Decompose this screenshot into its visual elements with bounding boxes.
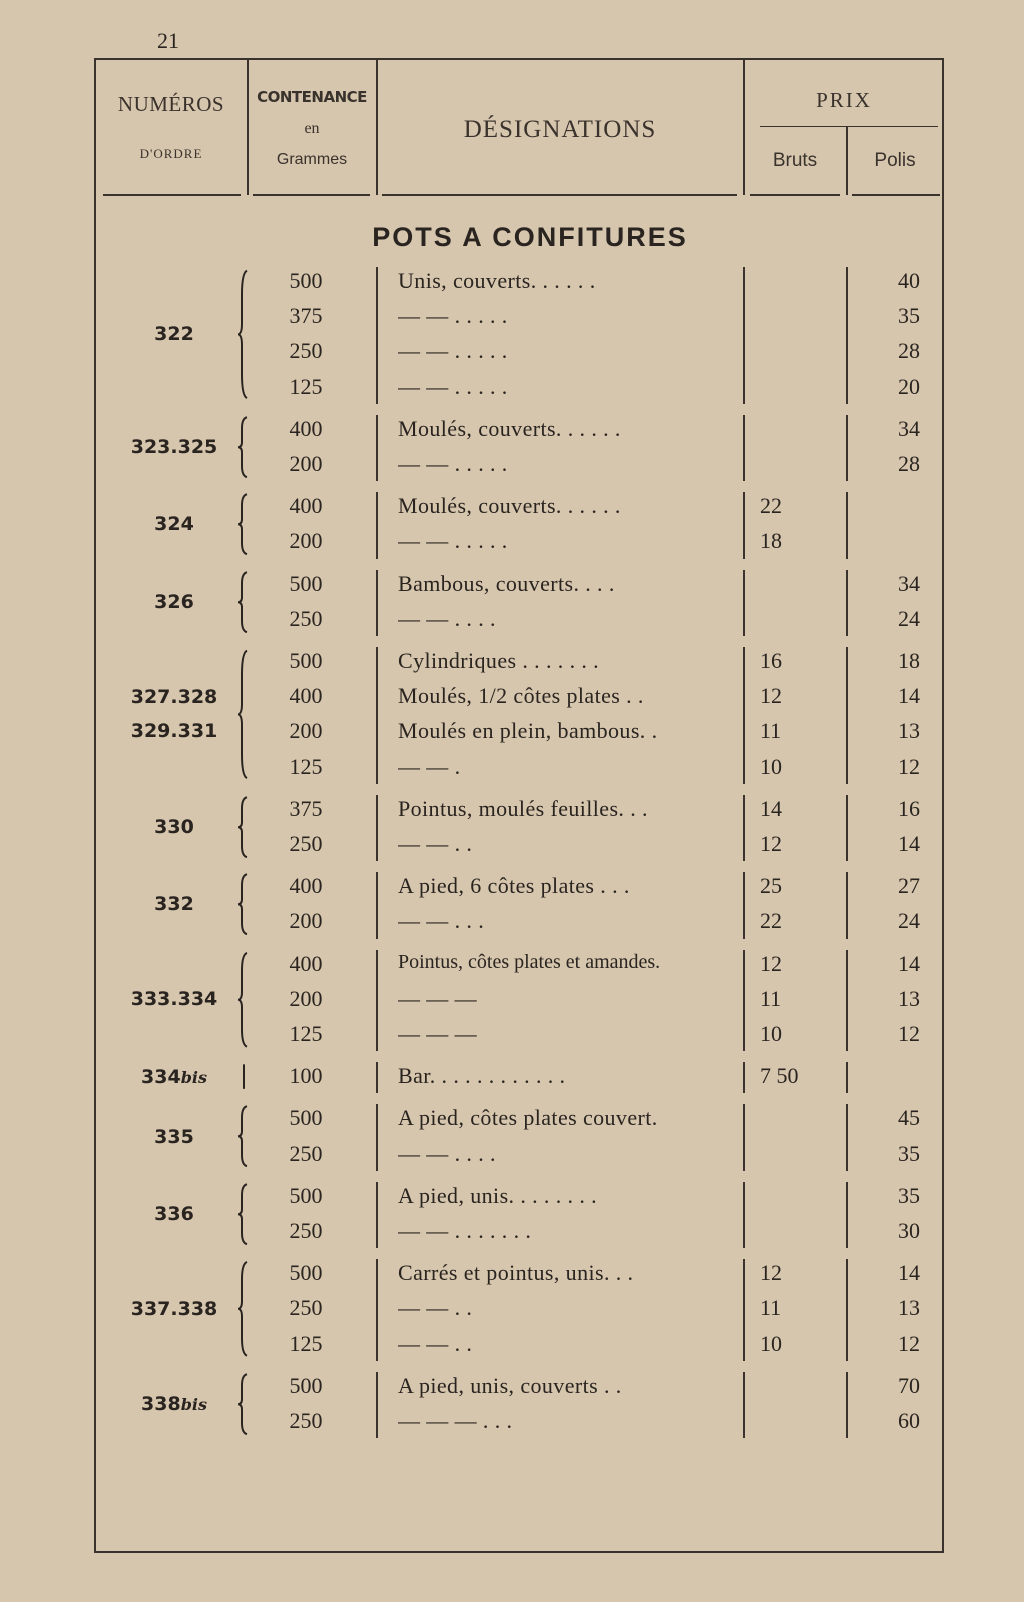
group-column-line — [376, 950, 378, 1052]
section-title: POTS A CONFITURES — [372, 222, 688, 252]
page-number: 21 — [157, 28, 179, 53]
designation-cell: — — — — [398, 985, 477, 1011]
group-number — [94, 887, 254, 921]
prix-bruts-cell: 10 — [760, 1021, 782, 1046]
group-column-line — [743, 795, 745, 861]
prix-bruts-cell: 18 — [760, 528, 782, 554]
group-number — [94, 317, 254, 351]
prix-polis-cell: 14 — [898, 831, 920, 856]
contenance-cell: 100 — [289, 1063, 323, 1089]
group-number — [94, 585, 254, 619]
header-rule-contenance — [253, 194, 370, 196]
prix-bruts-cell: 10 — [760, 1330, 782, 1356]
contenance-cell: 200 — [289, 908, 323, 934]
header-contenance-en: en — [304, 120, 320, 137]
prix-polis-cell: 16 — [898, 795, 920, 821]
contenance-cell: 500 — [289, 1372, 323, 1398]
prix-polis-cell: 35 — [898, 303, 920, 329]
designation-cell: — — . . . . . — [398, 451, 508, 476]
prix-bruts-cell: 12 — [760, 1260, 782, 1286]
contenance-cell: 400 — [289, 873, 323, 899]
designation-cell: Moulés, 1/2 côtes plates . . — [398, 683, 644, 709]
group-number — [94, 810, 254, 844]
header-contenance-unit: Grammes — [276, 151, 348, 168]
group-number — [94, 1387, 254, 1422]
header-prix: PRIX — [816, 88, 872, 112]
contenance-cell: 200 — [289, 985, 323, 1011]
designation-cell: Unis, couverts. . . . . . — [398, 268, 596, 293]
prix-rule — [760, 126, 938, 127]
contenance-cell: 500 — [289, 1105, 323, 1131]
designation-cell: — — — . . . — [398, 1408, 513, 1433]
contenance-cell: 200 — [289, 528, 323, 554]
group-number — [94, 1120, 254, 1154]
contenance-cell: 375 — [289, 303, 323, 329]
designation-cell: — — . . . . . — [398, 528, 508, 554]
group-column-line — [743, 1182, 745, 1248]
designation-cell: — — . . . . . — [398, 373, 508, 399]
header-numeros: NUMÉROS — [117, 92, 225, 116]
contenance-cell: 400 — [289, 950, 323, 976]
group-column-line — [846, 1062, 848, 1093]
designation-cell: A pied, unis. . . . . . . . — [398, 1182, 598, 1208]
group-column-line — [846, 1104, 848, 1170]
group-column-line — [743, 950, 745, 1052]
group-column-line — [376, 1259, 378, 1361]
group-column-line — [846, 492, 848, 558]
prix-polis-cell: 34 — [898, 415, 920, 441]
contenance-cell: 400 — [289, 415, 323, 441]
group-column-line — [376, 1104, 378, 1170]
prix-polis-cell: 24 — [898, 908, 920, 934]
group-column-line — [376, 492, 378, 558]
header-designations: DÉSIGNATIONS — [463, 116, 657, 143]
prix-polis-cell: 12 — [898, 1021, 920, 1046]
designation-cell: — — . . . . . — [398, 303, 508, 329]
prix-polis-cell: 34 — [898, 570, 920, 596]
group-number-text: 336 — [154, 1203, 194, 1225]
group-column-line — [743, 492, 745, 558]
prix-bruts-cell: 22 — [760, 908, 782, 934]
group-column-line — [376, 1062, 378, 1093]
group-number — [94, 1197, 254, 1231]
group-number — [94, 982, 254, 1016]
prix-polis-cell: 30 — [898, 1218, 920, 1243]
prix-bruts-cell: 12 — [760, 950, 782, 976]
group-number-text: 326 — [154, 590, 194, 613]
prix-polis-cell: 60 — [898, 1408, 920, 1433]
group-column-line — [376, 1182, 378, 1248]
contenance-cell: 250 — [289, 831, 323, 856]
group-column-line — [743, 1259, 745, 1361]
designation-cell: — — . — [398, 753, 461, 779]
contenance-cell: 250 — [289, 338, 323, 364]
prix-polis-cell: 40 — [898, 268, 920, 293]
designation-cell: — — . . — [398, 831, 473, 856]
header-polis: Polis — [874, 150, 916, 171]
group-number-text: 330 — [154, 816, 194, 838]
group-column-line — [846, 1259, 848, 1361]
contenance-cell: 500 — [289, 268, 323, 293]
group-number-text: 337.338 — [130, 1298, 218, 1320]
prix-bruts-cell: 12 — [760, 683, 782, 709]
group-column-line — [846, 1182, 848, 1248]
header-divider-3 — [743, 60, 745, 195]
contenance-cell: 250 — [289, 1295, 323, 1321]
contenance-cell: 200 — [289, 451, 323, 476]
header-rule-designations — [382, 194, 737, 196]
contenance-cell: 200 — [289, 718, 323, 744]
group-column-line — [376, 647, 378, 784]
designation-cell: Pointus, moulés feuilles. . . — [398, 795, 648, 821]
prix-polis-cell: 14 — [898, 1260, 920, 1286]
designation-cell: — — . . — [398, 1295, 473, 1321]
group-number-line: 329.331 — [130, 720, 218, 743]
group-column-line — [846, 570, 848, 636]
group-column-line — [743, 570, 745, 636]
group-number-text: 322 — [154, 323, 194, 346]
group-column-line — [846, 415, 848, 481]
prix-polis-cell: 70 — [898, 1372, 920, 1398]
designation-cell: Pointus, côtes plates et amandes. — [398, 950, 661, 973]
prix-polis-cell: 27 — [898, 873, 920, 899]
group-column-line — [846, 267, 848, 404]
prix-bruts-cell: 11 — [760, 985, 782, 1011]
prix-bruts-cell: 10 — [760, 753, 782, 779]
prix-polis-cell: 18 — [898, 648, 920, 673]
designation-cell: Bar. . . . . . . . . . . . — [398, 1063, 566, 1089]
prix-polis-cell: 35 — [898, 1140, 920, 1166]
designation-cell: — — . . — [398, 1330, 473, 1356]
designation-cell: — — — — [398, 1021, 477, 1046]
contenance-cell: 500 — [289, 570, 323, 596]
prix-polis-cell: 45 — [898, 1105, 920, 1131]
contenance-cell: 125 — [289, 1021, 323, 1046]
header-rule-polis — [852, 194, 940, 196]
prix-polis-cell: 20 — [898, 373, 920, 399]
designation-cell: — — . . . . . — [398, 338, 508, 364]
group-number — [94, 1292, 254, 1326]
designation-cell: Moulés, couverts. . . . . . — [398, 493, 621, 519]
group-number — [94, 680, 254, 748]
designation-cell: A pied, unis, couverts . . — [398, 1372, 622, 1398]
group-column-line — [376, 795, 378, 861]
group-number — [94, 430, 254, 464]
group-number-text: 334 — [141, 1065, 181, 1088]
header-rule-numeros — [103, 194, 241, 196]
group-column-line — [743, 415, 745, 481]
prix-polis-cell: 13 — [898, 985, 920, 1011]
contenance-cell: 500 — [289, 1260, 323, 1286]
designation-cell: Bambous, couverts. . . . — [398, 570, 615, 596]
prix-polis-cell: 14 — [898, 950, 920, 976]
prix-polis-cell: 14 — [898, 683, 920, 709]
contenance-cell: 250 — [289, 1218, 323, 1243]
prix-bruts-cell: 11 — [760, 1295, 782, 1321]
group-column-line — [846, 1372, 848, 1438]
group-number-suffix: bis — [180, 1395, 207, 1414]
group-number-text: 333.334 — [130, 988, 218, 1011]
group-number-text: 335 — [154, 1125, 194, 1148]
group-number-text: 332 — [154, 893, 194, 916]
header-contenance: CONTENANCE — [257, 88, 367, 106]
group-column-line — [743, 647, 745, 784]
group-number-line: 327.328 — [130, 686, 218, 709]
contenance-cell: 500 — [289, 648, 323, 673]
contenance-cell: 250 — [289, 1408, 323, 1433]
prix-polis-cell: 13 — [898, 1295, 920, 1321]
contenance-cell: 400 — [289, 493, 323, 519]
designation-cell: Moulés, couverts. . . . . . — [398, 415, 621, 441]
prix-bruts-cell: 16 — [760, 648, 782, 673]
designation-cell: — — . . . . . . . — [398, 1218, 532, 1243]
group-number-suffix: bis — [180, 1067, 207, 1087]
prix-polis-cell: 28 — [898, 338, 920, 364]
contenance-cell: 375 — [289, 795, 323, 821]
designation-cell: Cylindriques . . . . . . . — [398, 648, 600, 673]
group-column-line — [376, 570, 378, 636]
contenance-cell: 250 — [289, 605, 323, 631]
group-number-text: 338 — [141, 1393, 181, 1415]
contenance-cell: 500 — [289, 1182, 323, 1208]
group-number-text: 324 — [154, 513, 194, 536]
prix-bruts-cell: 22 — [760, 493, 782, 519]
prix-polis-cell: 24 — [898, 605, 920, 631]
prix-polis-cell: 35 — [898, 1182, 920, 1208]
group-column-line — [743, 1062, 745, 1093]
contenance-cell: 125 — [289, 753, 323, 779]
contenance-cell: 250 — [289, 1140, 323, 1166]
group-column-line — [846, 647, 848, 784]
designation-cell: — — . . . — [398, 908, 485, 934]
group-column-line — [846, 950, 848, 1052]
prix-bruts-cell: 12 — [760, 831, 782, 856]
group-column-line — [743, 1104, 745, 1170]
group-number — [94, 507, 254, 541]
prix-bruts-cell: 7 50 — [760, 1063, 799, 1089]
contenance-cell: 125 — [289, 373, 323, 399]
group-column-line — [846, 795, 848, 861]
group-column-line — [846, 872, 848, 938]
prix-polis-cell: 28 — [898, 451, 920, 476]
contenance-cell: 400 — [289, 683, 323, 709]
group-number — [94, 1060, 254, 1095]
prix-polis-cell: 12 — [898, 753, 920, 779]
contenance-cell: 125 — [289, 1330, 323, 1356]
designation-cell: A pied, côtes plates couvert. — [398, 1105, 658, 1131]
group-column-line — [376, 1372, 378, 1438]
group-column-line — [743, 1372, 745, 1438]
designation-cell: A pied, 6 côtes plates . . . — [398, 873, 630, 899]
prix-bruts-cell: 11 — [760, 718, 782, 744]
group-number-text: 323.325 — [130, 436, 218, 458]
group-column-line — [743, 267, 745, 404]
group-column-line — [376, 415, 378, 481]
prix-polis-cell: 12 — [898, 1330, 920, 1356]
header-rule-bruts — [750, 194, 840, 196]
header-bruts: Bruts — [772, 150, 818, 171]
group-column-line — [376, 267, 378, 404]
group-column-line — [743, 872, 745, 938]
header-numeros-sub: D'ORDRE — [139, 146, 203, 161]
group-column-line — [376, 872, 378, 938]
designation-cell: — — . . . . — [398, 1140, 496, 1166]
designation-cell: — — . . . . — [398, 605, 496, 631]
designation-cell: Moulés en plein, bambous. . — [398, 718, 658, 744]
designation-cell: Carrés et pointus, unis. . . — [398, 1260, 634, 1286]
prix-polis-cell: 13 — [898, 718, 920, 744]
prix-bruts-cell: 14 — [760, 795, 782, 821]
prix-bruts-cell: 25 — [760, 873, 782, 899]
